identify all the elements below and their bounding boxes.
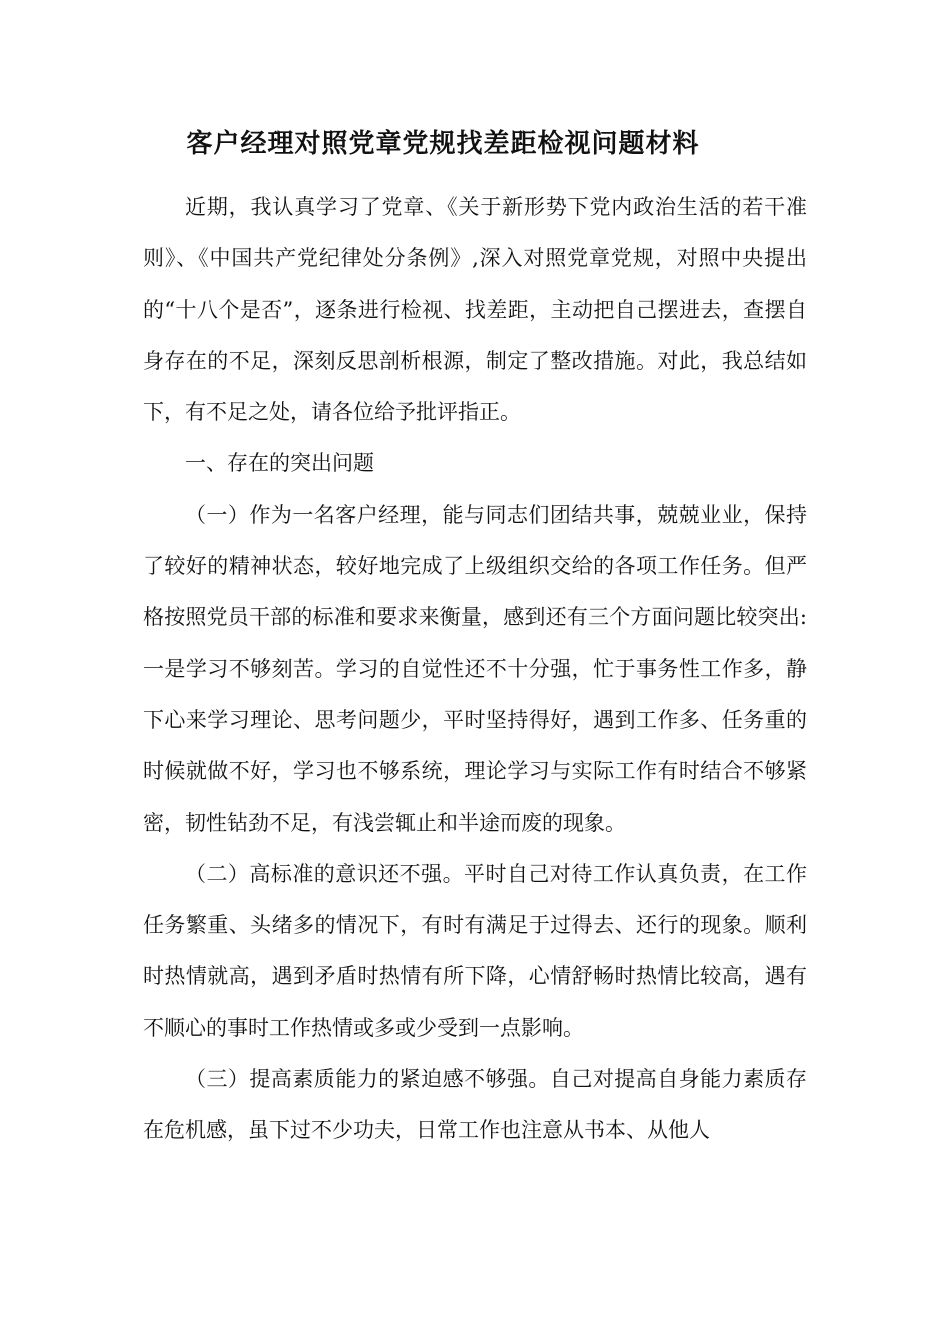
document-body bbox=[143, 182, 807, 1157]
paragraph-intro: 近期，我认真学习了党章、《关于新形势下党内政治生活的若干准则》、《中国共产党纪律处分条例》,深入对照党章党规，对照中央提出的“十八个是否”，逐条进行检视、找差距，主动把自己摆进去，查摆自身存在的不足，深刻反思剖析根源，制定了整改措施。对此，我总结如下，有不足之处，请各位给予批评指正。 bbox=[143, 195, 807, 425]
paragraph-item-1: （一）作为一名客户经理，能与同志们团结共事，兢兢业业，保持了较好的精神状态，较好地完成了上级组织交给的各项工作任务。但严格按照党员干部的标准和要求来衡量，感到还有三个方面问题比较突出:一是学习不够刻苦。学习的自觉性还不十分强，忙于事务性工作多，静下心来学习理论、思考问题少，平时坚持得好，遇到工作多、任务重的时候就做不好，学习也不够系统，理论学习与实际工作有时结合不够紧密，韧性钻劲不足，有浅尝辄止和半途而废的现象。 bbox=[143, 502, 807, 835]
section-heading-problems: 一、存在的突出问题 bbox=[185, 451, 374, 476]
paragraph-item-3: （三）提高素质能力的紧迫感不够强。自己对提高自身能力素质存在危机感，虽下过不少功夫，日常工作也注意从书本、从他人 bbox=[143, 1067, 807, 1143]
document-title: 客户经理对照党章党规找差距检视问题材料 bbox=[186, 129, 700, 159]
paragraph-item-2: （二）高标准的意识还不强。平时自己对待工作认真负责，在工作任务繁重、头绪多的情况下，有时有满足于过得去、还行的现象。顺利时热情就高，遇到矛盾时热情有所下降，心情舒畅时热情比较高，遇有不顺心的事时工作热情或多或少受到一点影响。 bbox=[143, 861, 807, 1040]
